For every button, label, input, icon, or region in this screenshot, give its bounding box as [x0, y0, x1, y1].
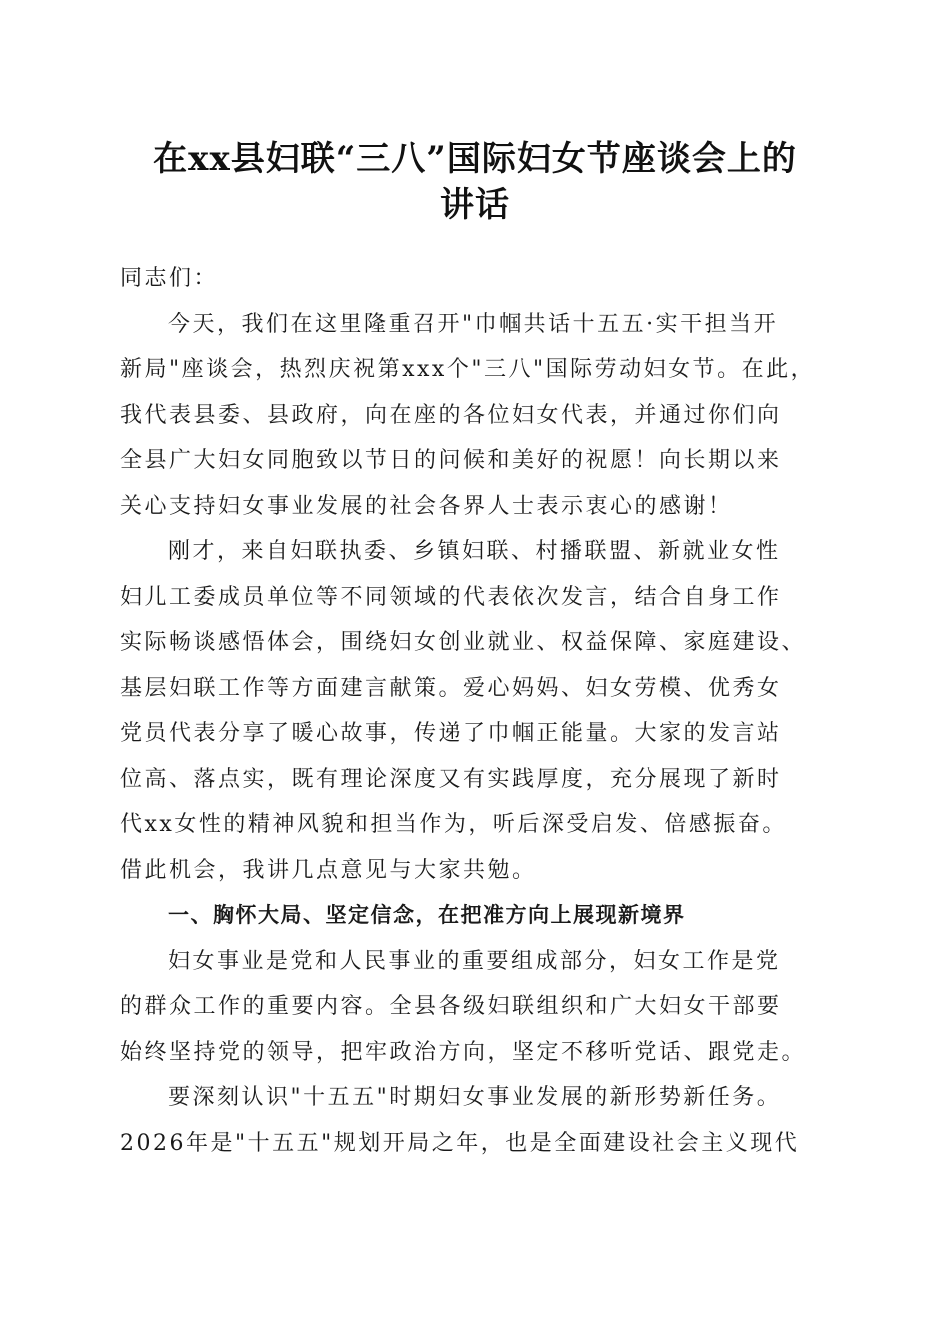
paragraph-4-line-1: 要深刻认识"十五五"时期妇女事业发展的新形势新任务。 [168, 1085, 782, 1110]
title-line-2: 讲话 [440, 185, 510, 225]
paragraph-2-line-4: 基层妇联工作等方面建言献策。爱心妈妈、妇女劳模、优秀女 [120, 675, 782, 701]
paragraph-2-line-1: 刚才，来自妇联执委、乡镇妇联、村播联盟、新就业女性 [168, 539, 781, 564]
paragraph-1-line-2: 新局"座谈会，热烈庆祝第xxx个"三八"国际劳动妇女节。在此， [120, 357, 816, 382]
paragraph-2-line-7: 代xx女性的精神风貌和担当作为，听后深受启发、倍感振奋。 [120, 812, 787, 837]
paragraph-2-line-3: 实际畅谈感悟体会，围绕妇女创业就业、权益保障、家庭建设、 [120, 630, 807, 655]
paragraph-3-line-2: 的群众工作的重要内容。全县各级妇联组织和广大妇女干部要 [120, 994, 782, 1019]
paragraph-2-line-8: 借此机会，我讲几点意见与大家共勉。 [120, 857, 537, 883]
paragraph-1-line-5: 关心支持妇女事业发展的社会各界人士表示衷心的感谢！ [120, 493, 733, 519]
section-heading-1: 一、胸怀大局、坚定信念，在把准方向上展现新境界 [168, 903, 686, 927]
paragraph-2-line-5: 党员代表分享了暖心故事，传递了巾帼正能量。大家的发言站 [120, 721, 782, 746]
paragraph-2-line-6: 位高、落点实，既有理论深度又有实践厚度，充分展现了新时 [120, 766, 782, 792]
salutation: 同志们： [120, 266, 219, 291]
paragraph-3-line-1: 妇女事业是党和人民事业的重要组成部分，妇女工作是党 [168, 948, 781, 974]
document-title [110, 136, 840, 228]
paragraph-2-line-2: 妇儿工委成员单位等不同领域的代表依次发言，结合自身工作 [120, 584, 782, 610]
title-line-1: 在xx县妇联“三八”国际妇女节座谈会上的 [153, 139, 797, 179]
paragraph-1-line-3: 我代表县委、县政府，向在座的各位妇女代表，并通过你们向 [120, 402, 782, 428]
document-body [120, 256, 832, 1166]
paragraph-1-line-4: 全县广大妇女同胞致以节日的问候和美好的祝愿！向长期以来 [120, 448, 782, 473]
paragraph-3-line-3: 始终坚持党的领导，把牢政治方向，坚定不移听党话、跟党走。 [120, 1039, 807, 1065]
paragraph-1-line-1: 今天，我们在这里隆重召开"巾帼共话十五五·实干担当开 [168, 311, 779, 337]
paragraph-4-line-2: 2026年是"十五五"规划开局之年，也是全面建设社会主义现代 [120, 1130, 800, 1156]
